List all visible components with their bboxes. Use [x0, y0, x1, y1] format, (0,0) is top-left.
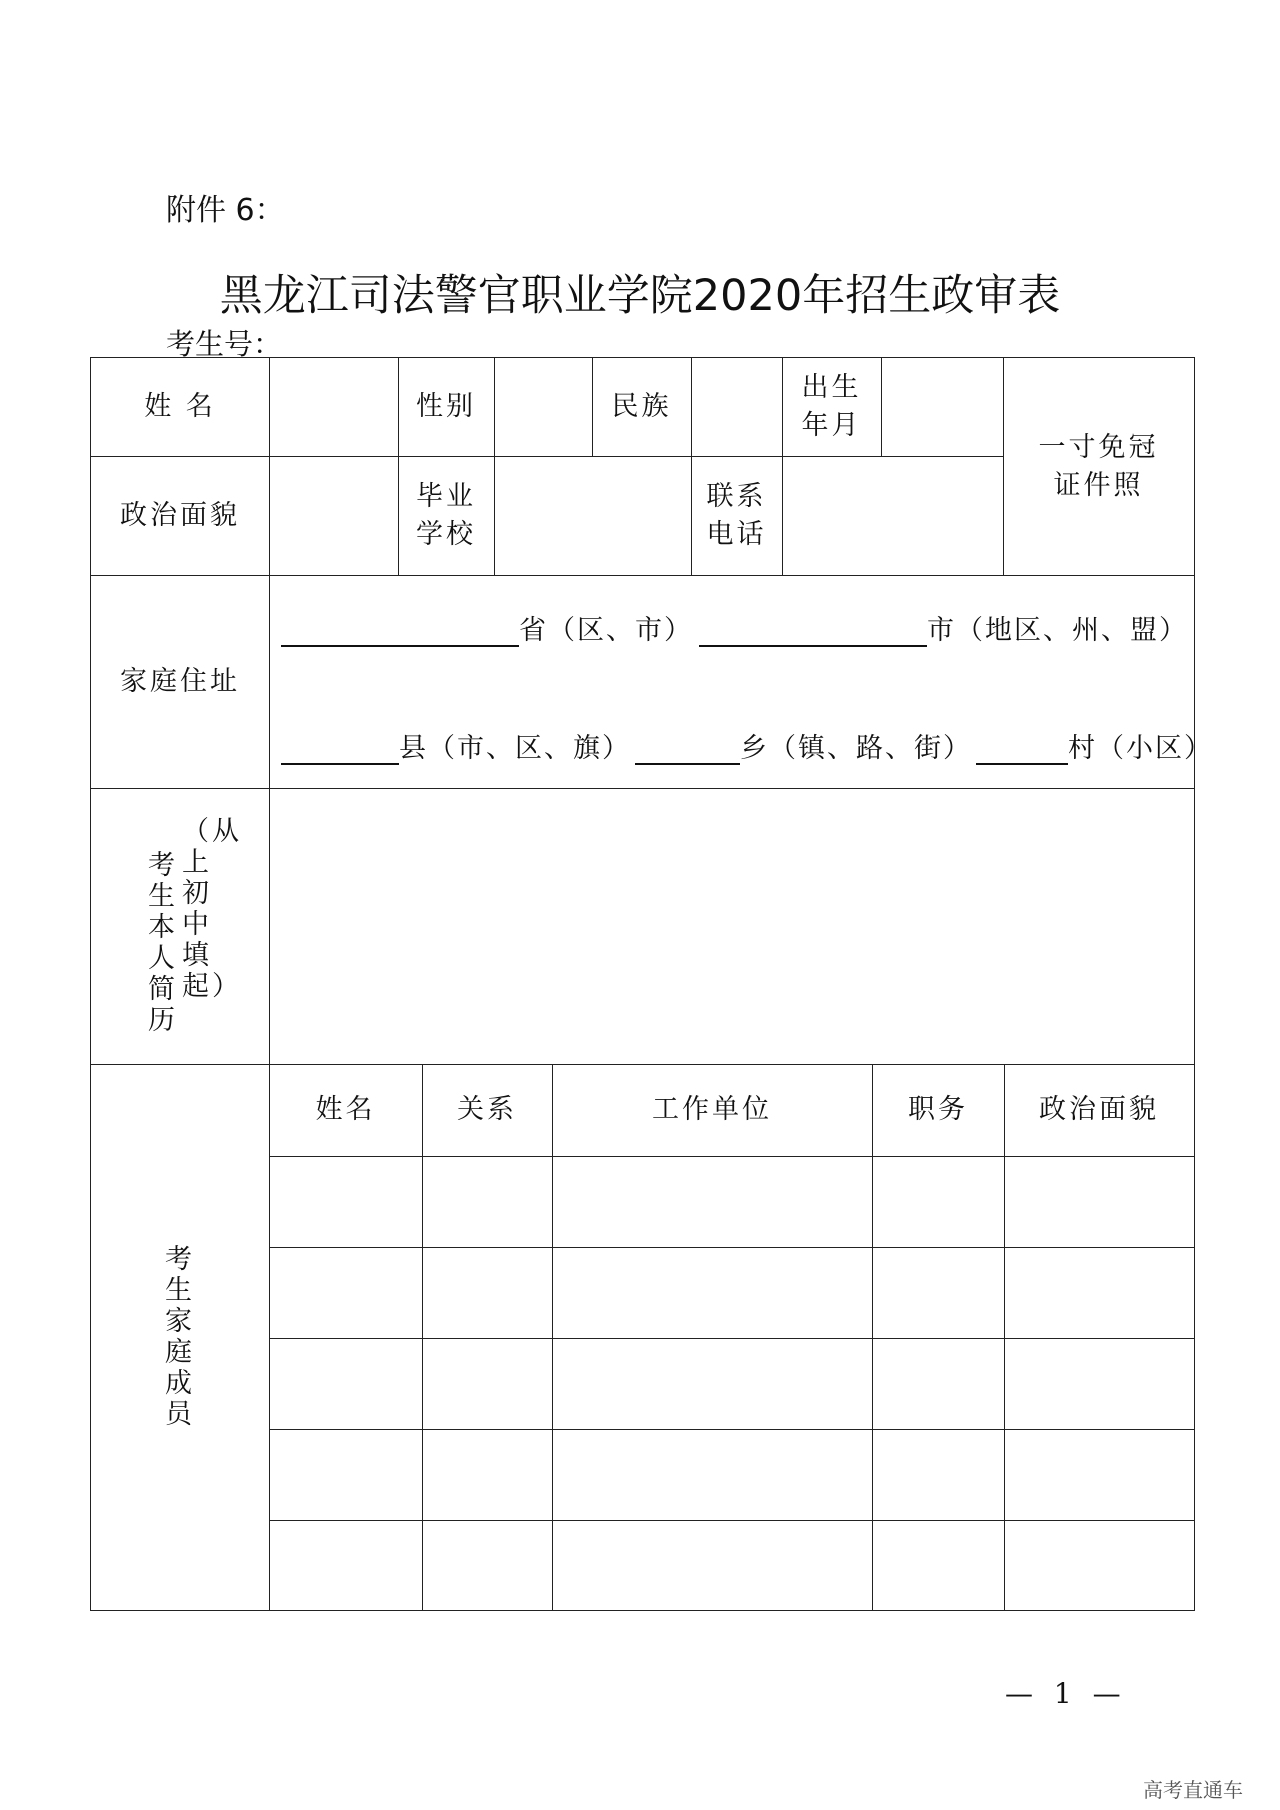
family-cell-employer[interactable] — [552, 1156, 872, 1247]
name-field[interactable] — [269, 358, 398, 456]
school-label-line1: 毕业 — [416, 480, 476, 512]
family-cell-relation[interactable] — [422, 1429, 552, 1520]
photo-label-line1: 一寸免冠 — [1038, 431, 1159, 463]
family-cell-employer[interactable] — [552, 1429, 872, 1520]
family-cell-name[interactable] — [269, 1520, 422, 1610]
family-header-name: 姓名 — [315, 1094, 376, 1125]
family-cell-relation[interactable] — [422, 1156, 552, 1247]
attachment-label: 附件 6： — [166, 193, 285, 228]
family-header-position: 职务 — [908, 1094, 968, 1125]
page-title: 黑龙江司法警官职业学院2020年招生政审表 — [219, 271, 1061, 321]
county-suffix: 县（市、区、旗） — [399, 733, 631, 764]
family-cell-position[interactable] — [872, 1520, 1004, 1610]
photo-label-line2: 证件照 — [1053, 469, 1144, 501]
phone-label-line1: 联系 — [706, 480, 767, 512]
address-label: 家庭住址 — [120, 665, 240, 697]
family-cell-name[interactable] — [269, 1156, 422, 1247]
family-cell-name[interactable] — [269, 1247, 422, 1338]
family-members-label — [91, 1064, 269, 1610]
phone-field[interactable] — [782, 456, 1003, 575]
address-line-1 — [281, 608, 1188, 647]
province-suffix: 省（区、市） — [519, 615, 693, 646]
phone-label-line2: 电话 — [706, 518, 767, 550]
school-label — [398, 456, 494, 575]
family-header-political-status: 政治面貌 — [1039, 1094, 1159, 1125]
resume-field[interactable] — [269, 788, 1194, 1064]
watermark: 高考直通车 — [1143, 1778, 1243, 1802]
family-cell-relation[interactable] — [422, 1520, 552, 1610]
school-field[interactable] — [494, 456, 691, 575]
gender-label: 性别 — [416, 391, 476, 422]
village-suffix: 村（小区） — [1068, 733, 1213, 764]
village-blank[interactable] — [976, 733, 1068, 765]
phone-label — [691, 456, 782, 575]
family-cell-name[interactable] — [269, 1429, 422, 1520]
family-cell-relation[interactable] — [422, 1247, 552, 1338]
family-cell-political-status[interactable] — [1004, 1156, 1194, 1247]
birth-label-line1: 出生 — [801, 372, 862, 403]
family-cell-employer[interactable] — [552, 1247, 872, 1338]
family-cell-employer[interactable] — [552, 1520, 872, 1610]
resume-label-note: （从上初中填起） — [182, 816, 242, 1002]
exam-number-label: 考生号： — [166, 327, 283, 361]
family-cell-political-status[interactable] — [1004, 1338, 1194, 1429]
ethnicity-label: 民族 — [611, 391, 672, 422]
county-blank[interactable] — [281, 733, 399, 765]
review-form-table — [90, 357, 1213, 1611]
family-cell-political-status[interactable] — [1004, 1247, 1194, 1338]
name-label: 姓 名 — [144, 391, 216, 422]
photo-box[interactable] — [1003, 358, 1194, 575]
birth-date-label — [782, 358, 881, 456]
family-cell-name[interactable] — [269, 1338, 422, 1429]
ethnicity-field[interactable] — [691, 358, 782, 456]
birth-label-line2: 年月 — [801, 410, 862, 441]
birth-date-field[interactable] — [881, 358, 1003, 456]
city-blank[interactable] — [699, 615, 927, 647]
city-suffix: 市（地区、州、盟） — [927, 615, 1188, 646]
school-label-line2: 学校 — [416, 518, 476, 550]
province-blank[interactable] — [281, 615, 519, 647]
town-suffix: 乡（镇、路、街） — [740, 733, 972, 764]
family-cell-position[interactable] — [872, 1156, 1004, 1247]
family-cell-position[interactable] — [872, 1247, 1004, 1338]
family-header-relation: 关系 — [457, 1094, 517, 1125]
page-number: — 1 — — [1005, 1677, 1127, 1710]
family-cell-employer[interactable] — [552, 1338, 872, 1429]
political-status-field[interactable] — [269, 456, 398, 575]
address-line-2 — [281, 726, 1213, 765]
family-cell-political-status[interactable] — [1004, 1520, 1194, 1610]
resume-label — [91, 788, 269, 1064]
family-cell-political-status[interactable] — [1004, 1429, 1194, 1520]
family-cell-position[interactable] — [872, 1338, 1004, 1429]
family-members-label-text: 考生家庭成员 — [165, 1244, 195, 1430]
resume-label-main: 考生本人简历 — [148, 850, 178, 1036]
family-header-employer: 工作单位 — [652, 1094, 772, 1125]
family-cell-relation[interactable] — [422, 1338, 552, 1429]
political-status-label: 政治面貌 — [120, 499, 240, 531]
family-cell-position[interactable] — [872, 1429, 1004, 1520]
gender-field[interactable] — [494, 358, 592, 456]
town-blank[interactable] — [635, 733, 740, 765]
